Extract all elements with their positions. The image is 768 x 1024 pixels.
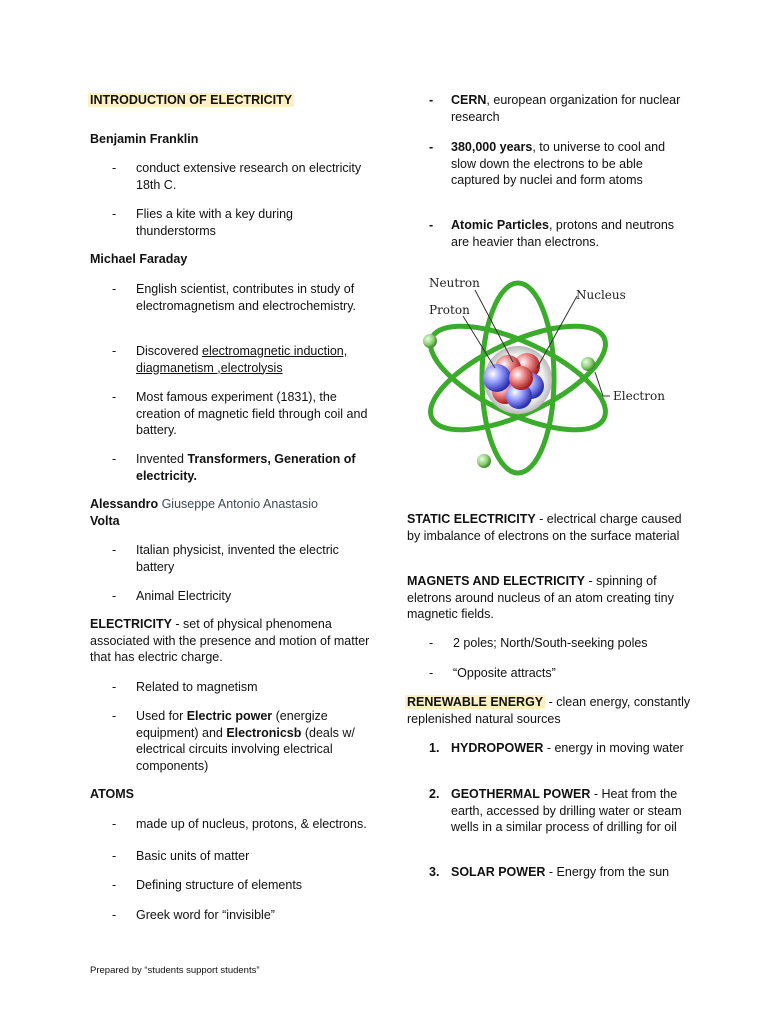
electron-particle — [423, 334, 437, 348]
volta-heading: Alessandro Giuseppe Antonio Anastasio Volta — [90, 497, 318, 528]
nucleus-label: Nucleus — [576, 288, 626, 302]
list-item: - made up of nucleus, protons, & electrons. — [112, 817, 367, 831]
list-item: - “Opposite attracts” — [429, 666, 556, 680]
electron-particle — [581, 357, 595, 371]
page-footer: Prepared by “students support students” — [90, 965, 260, 976]
faraday-heading: Michael Faraday — [90, 252, 188, 266]
list-item: - Animal Electricity — [112, 589, 232, 603]
list-item: 3. SOLAR POWER - Energy from the sun — [429, 865, 670, 879]
atom-diagram — [415, 268, 675, 478]
list-item: - CERN, european organization for nuclear research — [429, 93, 681, 124]
list-item: - Greek word for “invisible” — [112, 908, 275, 922]
page-title: INTRODUCTION OF ELECTRICITY — [90, 93, 293, 107]
list-item: - Used for Electric power (energize equipment) and Electronicsb (deals w/ electrical circuits involving electrical components) — [112, 709, 355, 773]
static-electricity-definition: STATIC ELECTRICITY - electrical charge caused by imbalance of electrons on the surface material — [407, 512, 682, 543]
proton-particle — [483, 364, 511, 392]
list-item: 1. HYDROPOWER - energy in moving water — [429, 741, 684, 755]
list-item: - Related to magnetism — [112, 680, 258, 694]
list-item: - Most famous experiment (1831), the creation of magnetic field through coil and battery. — [112, 390, 368, 437]
electron-particle — [477, 454, 491, 468]
proton-label: Proton — [429, 303, 470, 317]
list-item: 2. GEOTHERMAL POWER - Heat from the earth, accessed by drilling water or steam wells in a similar process of drilling for oil — [429, 787, 682, 834]
list-item: - 2 poles; North/South-seeking poles — [429, 636, 648, 650]
list-item: - 380,000 years, to universe to cool and slow down the electrons to be able captured by nuclei and form atoms — [429, 140, 666, 187]
list-item: - conduct extensive research on electricity 18th C. — [112, 161, 362, 192]
list-item: - Flies a kite with a key during thunderstorms — [112, 207, 294, 238]
list-item: - English scientist, contributes in study of electromagnetism and electrochemistry. — [112, 282, 356, 313]
electricity-definition: ELECTRICITY - set of physical phenomena associated with the presence and motion of matter that has electric charge. — [90, 617, 370, 664]
discoveries-link: electromagnetic induction, diagmanetism ,electrolysis — [136, 344, 348, 375]
electron-label: Electron — [613, 389, 665, 403]
neutron-label: Neutron — [429, 276, 480, 290]
renewable-energy-definition: RENEWABLE ENERGY - clean energy, constantly replenished natural sources — [407, 695, 691, 726]
magnets-definition: MAGNETS AND ELECTRICITY - spinning of eletrons around nucleus of an atom creating tiny magnetic fields. — [407, 574, 674, 621]
list-item: - Defining structure of elements — [112, 878, 303, 892]
neutron-particle — [509, 366, 533, 390]
list-item: - Italian physicist, invented the electric battery — [112, 543, 339, 574]
atoms-heading: ATOMS — [90, 787, 134, 801]
list-item: - Basic units of matter — [112, 849, 250, 863]
list-item: - Discovered electromagnetic induction, diagmanetism ,electrolysis — [112, 344, 348, 375]
list-item: - Invented Transformers, Generation of electricity. — [112, 452, 356, 483]
list-item: - Atomic Particles, protons and neutrons are heavier than electrons. — [429, 218, 675, 249]
franklin-heading: Benjamin Franklin — [90, 132, 199, 146]
